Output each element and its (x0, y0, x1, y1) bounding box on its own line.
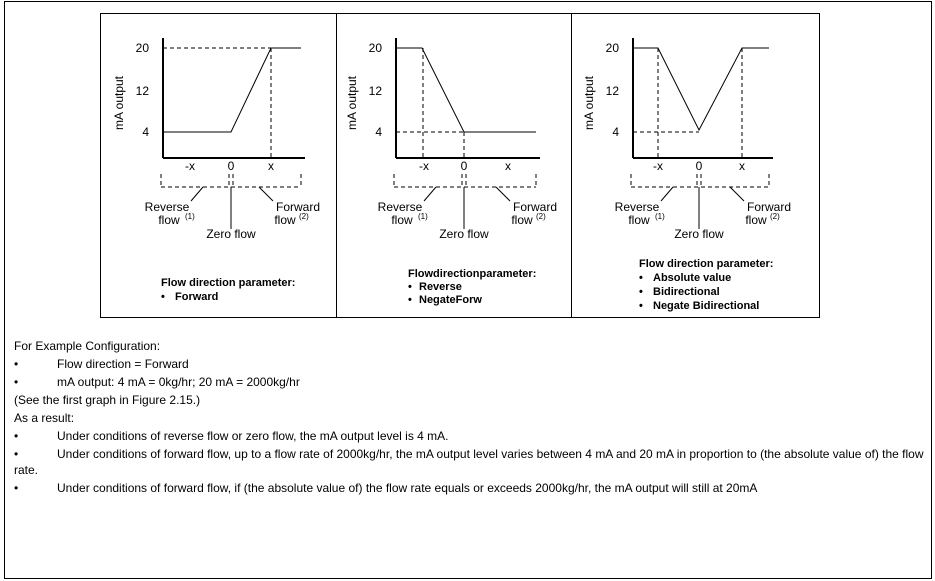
caption-panel-1 (161, 276, 295, 304)
x-tick-label: 0 (460, 159, 468, 173)
bullet: • (161, 291, 165, 303)
x-tick-label: x (739, 159, 745, 173)
reverse-flow-label: flow (628, 213, 650, 227)
forward-flow-label: Forward (746, 200, 792, 214)
caption-title: Flow direction parameter: (639, 258, 774, 270)
result-reverse-zero: Under conditions of reverse flow or zero flow, the mA output level is 4 mA. (57, 429, 449, 443)
y-tick-label: 4 (375, 125, 382, 139)
output-curve (633, 48, 769, 130)
pointer-line (661, 187, 673, 201)
caption-title: Flow direction parameter: (161, 277, 296, 289)
x-tick-label: 0 (227, 159, 235, 173)
reverse-flow-label: Reverse (144, 200, 190, 214)
result-forward-proportional: Under conditions of forward flow, up to a flow rate of 2000kg/hr, the mA output level varies between 4 mA and 20 mA in proportion to (the absolute value of) the flow rate. (14, 447, 924, 477)
caption-item: • Forward (161, 291, 219, 303)
y-tick-label: 12 (605, 84, 619, 98)
reverse-flow-label: flow (158, 213, 180, 227)
caption-title: Flowdirectionparameter: (408, 268, 537, 280)
caption-item: • NegateForw (408, 294, 482, 306)
y-axis-label: mA output (345, 75, 359, 131)
y-tick-label: 20 (368, 41, 382, 55)
footnote-marker: (1) (418, 212, 428, 221)
forward-flow-label: flow (745, 213, 767, 227)
footnote-marker: (2) (770, 212, 780, 221)
forward-flow-label: Forward (512, 200, 558, 214)
explanation-text (14, 337, 929, 497)
output-curve (396, 48, 536, 132)
see-also-line: (See the first graph in Figure 2.15.) (14, 393, 201, 407)
x-tick-label: x (268, 159, 274, 173)
forward-flow-label: flow (274, 213, 296, 227)
bullet: • (14, 357, 19, 371)
y-tick-label: 20 (135, 41, 149, 55)
footnote-marker: (2) (536, 212, 546, 221)
x-tick-label: -x (185, 159, 195, 173)
zero-flow-label: Zero flow (439, 227, 489, 241)
config-flow-direction: Flow direction = Forward (57, 357, 189, 371)
list-item (14, 427, 929, 445)
pointer-line (191, 187, 203, 201)
forward-flow-label: flow (511, 213, 533, 227)
list-item (14, 479, 929, 497)
pointer-line (730, 187, 744, 201)
flow-direction-figure (100, 13, 820, 318)
y-axis-label: mA output (582, 75, 596, 131)
y-tick-label: 12 (135, 84, 149, 98)
y-tick-label: 12 (368, 84, 382, 98)
pointer-line (259, 187, 273, 201)
x-tick-label: x (505, 159, 511, 173)
y-tick-label: 20 (605, 41, 619, 55)
x-tick-label: -x (419, 159, 429, 173)
caption-panel-2 (408, 268, 536, 307)
y-tick-label: 4 (142, 125, 149, 139)
x-tick-label: -x (653, 159, 663, 173)
bullet: • (14, 481, 19, 495)
intro-line: For Example Configuration: (14, 339, 161, 353)
footnote-marker: (2) (299, 212, 309, 221)
pointer-line (496, 187, 510, 201)
config-ma-output: mA output: 4 mA = 0kg/hr; 20 mA = 2000kg/hr (57, 375, 300, 389)
result-forward-saturated: Under conditions of forward flow, if (the absolute value of) the flow rate equals or exceeds 2000kg/hr, the mA output will still at 20mA (57, 481, 758, 495)
caption-item: • Reverse (408, 281, 462, 293)
bullet: • (14, 375, 19, 389)
list-item (14, 355, 929, 373)
zero-flow-label: Zero flow (674, 227, 724, 241)
reverse-flow-label: Reverse (614, 200, 660, 214)
reverse-flow-label: flow (391, 213, 413, 227)
bullet: • (14, 447, 19, 461)
y-tick-label: 4 (612, 125, 619, 139)
output-curve (163, 48, 301, 132)
reverse-flow-label: Reverse (377, 200, 423, 214)
zero-flow-label: Zero flow (206, 227, 256, 241)
y-axis-label: mA output (112, 75, 126, 131)
list-item (14, 446, 929, 478)
caption-item: • Bidirectional (639, 286, 720, 298)
caption-item: • Absolute value (639, 272, 732, 284)
caption-panel-3 (639, 257, 773, 313)
result-intro: As a result: (14, 411, 75, 425)
caption-item: • Negate Bidirectional (639, 300, 760, 312)
bullet: • (14, 429, 19, 443)
pointer-line (424, 187, 436, 201)
list-item (14, 373, 929, 391)
footnote-marker: (1) (655, 212, 665, 221)
x-tick-label: 0 (695, 159, 703, 173)
footnote-marker: (1) (185, 212, 195, 221)
forward-flow-label: Forward (275, 200, 321, 214)
